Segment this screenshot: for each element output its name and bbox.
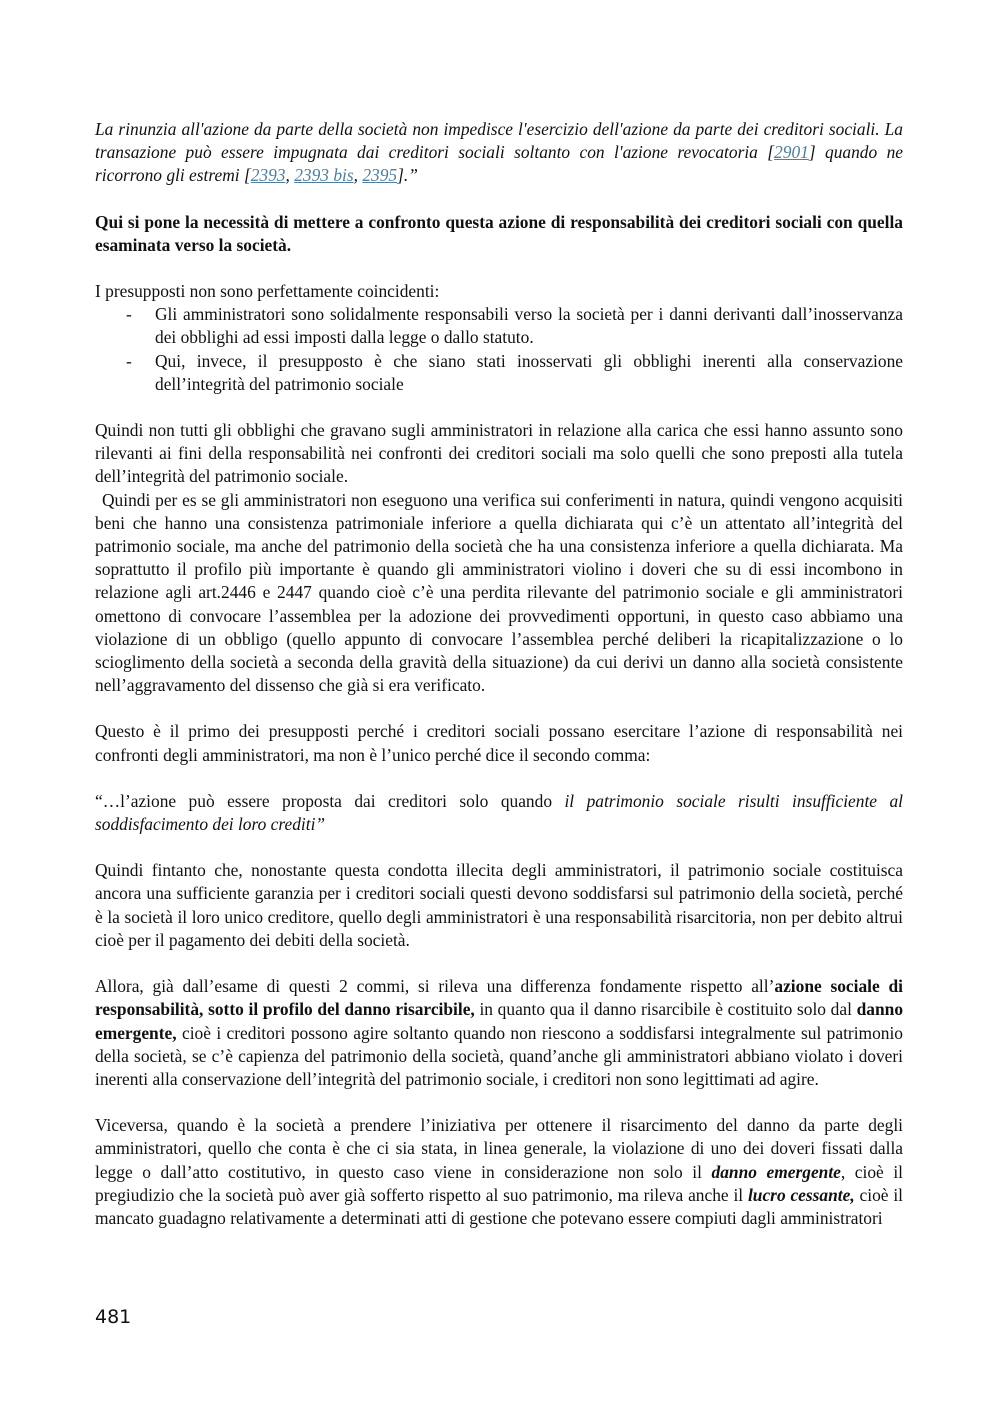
- link-separator: ,: [353, 165, 363, 186]
- italic-quote: il patrimonio sociale risulti insufficiente al soddisfacimento dei loro crediti”: [95, 790, 903, 835]
- page-number: 481: [95, 1306, 132, 1328]
- paragraph-text: cioè i creditori possono agire soltanto quando non riescono a soddisfarsi integralmente sul patrimonio della società, se c’è capienza del patrimonio della società, quand’anche gli amministratori abbiano violato i doveri inerenti alla conservazione dell’integrità del patrimonio sociale, i creditori non sono legittimati ad agire.: [95, 1022, 903, 1089]
- quoted-paragraph: [95, 790, 903, 836]
- bold-italic-term: danno emergente: [711, 1161, 841, 1182]
- paragraph-text: Allora, già dall’esame di questi 2 commi, si rileva una differenza fondamente rispetto all’: [95, 976, 775, 997]
- link-separator: ,: [285, 165, 295, 186]
- document-page: [95, 118, 903, 1230]
- list-item: [95, 350, 903, 396]
- quote-text: La rinunzia all'azione da parte della società non impedisce l'esercizio dell'azione da parte dei creditori sociali. La transazione può essere impugnata dai creditori sociali soltanto con l'azione revocatoria [: [95, 119, 903, 163]
- list-item: [95, 303, 903, 349]
- paragraph-text: in quanto qua il danno risarcibile è costituito solo dal: [474, 999, 857, 1020]
- paragraph: [95, 1114, 903, 1230]
- paragraph-text: Viceversa, quando è la società a prendere l’iniziativa per ottenere il risarcimento del danno da parte degli amministratori, quello che conta è che ci sia stata, in linea generale, la violazione di uno dei doveri fissati dalla legge o dall’atto costitutivo, in questo caso viene in considerazione non solo il: [95, 1115, 903, 1182]
- paragraph: Quindi per es se gli amministratori non eseguono una verifica sui conferimenti in natura, quindi vengono acquisiti beni che hanno una consistenza patrimoniale inferiore a quella dichiarata qui c’è un attentato all’integrità del patrimonio sociale, ma anche del patrimonio della società che ha una consistenza inferiore a quella dichiarata. Ma soprattutto il profilo più importante è quando gli amministratori violino i doveri che su di essi incombono in relazione agli art.2446 e 2447 quando cioè c’è una perdita rilevante del patrimonio sociale e gli amministratori omettono di convocare l’assemblea per la adozione dei provvedimenti opportuni, in questo caso abbiamo una violazione di un obbligo (quello appunto di convocare l’assemblea perché deliberi la ricapitalizzazione o lo scioglimento della società a seconda della gravità della situazione) da cui derivi un danno alla società consistente nell’aggravamento del dissenso che già si era verificato.: [95, 489, 903, 696]
- list-dash: -: [126, 304, 132, 325]
- quote-text: ] quando ne ricorrono gli estremi [: [95, 142, 903, 186]
- list-intro: I presupposti non sono perfettamente coincidenti:: [95, 281, 440, 302]
- paragraph-text: , cioè il pregiudizio che la società può aver già sofferto rispetto al suo patrimonio, ma rileva anche il: [95, 1161, 904, 1205]
- article-link-2393-bis[interactable]: 2393 bis: [294, 165, 354, 186]
- paragraph: Quindi fintanto che, nonostante questa condotta illecita degli amministratori, il patrimonio sociale costituisca ancora una sufficiente garanzia per i creditori sociali questi devono soddisfarsi sul patrimonio della società, perché è la società il loro unico creditore, quello degli amministratori è una responsabilità risarcitoria, non per debito altrui cioè per il pagamento dei debiti della società.: [95, 860, 903, 950]
- quote-text: ].”: [397, 165, 418, 186]
- paragraph-text: “…l’azione può essere proposta dai creditori solo quando: [95, 790, 565, 811]
- list-item-text: Qui, invece, il presupposto è che siano stati inosservati gli obblighi inerenti alla conservazione dell’integrità del patrimonio sociale: [155, 350, 903, 394]
- dash-list: [95, 303, 903, 396]
- paragraph: Quindi non tutti gli obblighi che gravano sugli amministratori in relazione alla carica che essi hanno assunto sono rilevanti ai fini della responsabilità nei confronti dei creditori sociali ma solo quelli che sono preposti alla tutela dell’integrità del patrimonio sociale.: [95, 420, 903, 487]
- article-link-2393[interactable]: 2393: [250, 165, 286, 186]
- section-heading: Qui si pone la necessità di mettere a confronto questa azione di responsabilità dei creditori sociali con quella esaminata verso la società.: [95, 211, 903, 255]
- bold-term: danno emergente,: [95, 999, 904, 1043]
- quoted-article-text: [95, 118, 903, 188]
- list-dash: -: [126, 350, 132, 371]
- article-link-2395[interactable]: 2395: [362, 165, 398, 186]
- paragraph: Questo è il primo dei presupposti perché i creditori sociali possano esercitare l’azione di responsabilità nei confronti degli amministratori, ma non è l’unico perché dice il secondo comma:: [95, 721, 903, 765]
- paragraph-text: cioè il mancato guadagno relativamente a determinati atti di gestione che potevano essere compiuti dagli amministratori: [95, 1184, 903, 1228]
- bold-italic-term: lucro cessante,: [747, 1184, 855, 1205]
- paragraph: [95, 975, 903, 1091]
- bold-term: azione sociale di responsabilità, sotto il profilo del danno risarcibile,: [95, 976, 903, 1020]
- article-link-2901[interactable]: 2901: [774, 142, 809, 163]
- list-item-text: Gli amministratori sono solidalmente responsabili verso la società per i danni derivanti dall’inosservanza dei obblighi ad essi imposti dalla legge o dallo statuto.: [155, 304, 903, 348]
